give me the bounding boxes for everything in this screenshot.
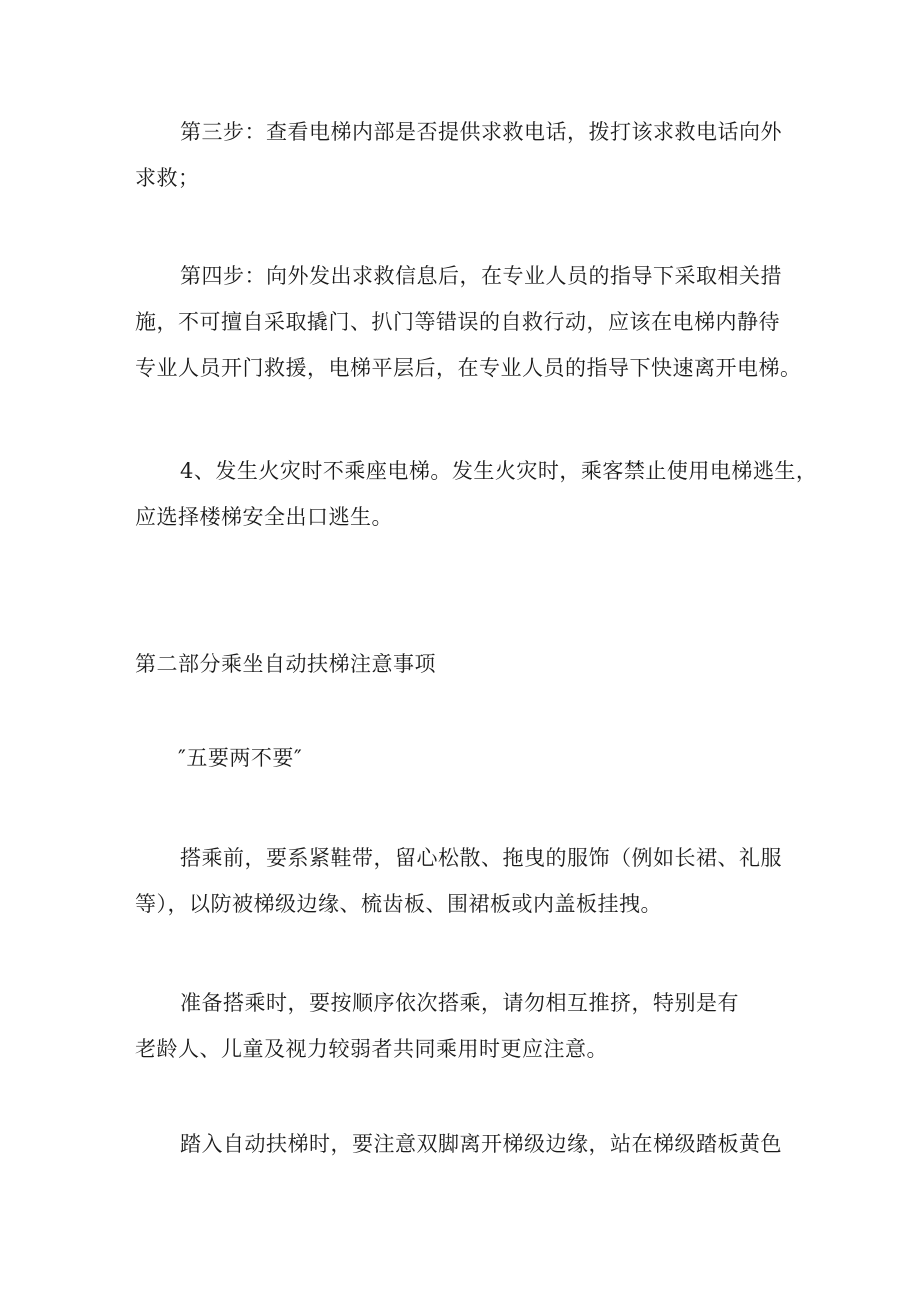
paragraph-line: 等），以防被梯级边缘、梳齿板、围裙板或内盖板挂拽。 [135,892,662,916]
paragraph-line: 老龄人、儿童及视力较弱者共同乘用时更应注意。 [135,1037,608,1061]
paragraph-step-four [135,253,800,391]
paragraph-line: 求救； [135,166,200,190]
slogan-five-dos-two-donts: ″五要两不要″ [178,746,303,770]
section-two-title: 第二部分乘坐自动扶梯注意事项 [135,652,436,676]
paragraph-line: 4、发生火灾时不乘座电梯。发生火灾时，乘客禁止使用电梯逃生， [180,459,818,483]
paragraph-prepare-ride [135,980,800,1072]
paragraph-line: 准备搭乘时，要按顺序依次搭乘，请勿相互推挤，特别是有 [180,991,739,1015]
paragraph-line: 专业人员开门救援，电梯平层后，在专业人员的指导下快速离开电梯。 [135,356,802,380]
paragraph-line: 应选择楼梯安全出口逃生。 [135,505,393,529]
paragraph-line: 施，不可擅自采取撬门、扒门等错误的自救行动，应该在电梯内静待 [135,310,780,334]
paragraph-step-three [135,109,800,201]
paragraph-before-ride [135,835,800,927]
paragraph-line: 第三步：查看电梯内部是否提供求救电话，拨打该求救电话向外 [180,120,782,144]
paragraph-line: 搭乘前，要系紧鞋带，留心松散、拖曳的服饰（例如长裙、礼服 [180,846,782,870]
paragraph-line: 第四步：向外发出求救信息后，在专业人员的指导下采取相关措 [180,264,782,288]
paragraph-step-onto [135,1121,800,1167]
paragraph-item-four [135,448,818,540]
paragraph-line: 踏入自动扶梯时，要注意双脚离开梯级边缘，站在梯级踏板黄色 [180,1132,782,1156]
